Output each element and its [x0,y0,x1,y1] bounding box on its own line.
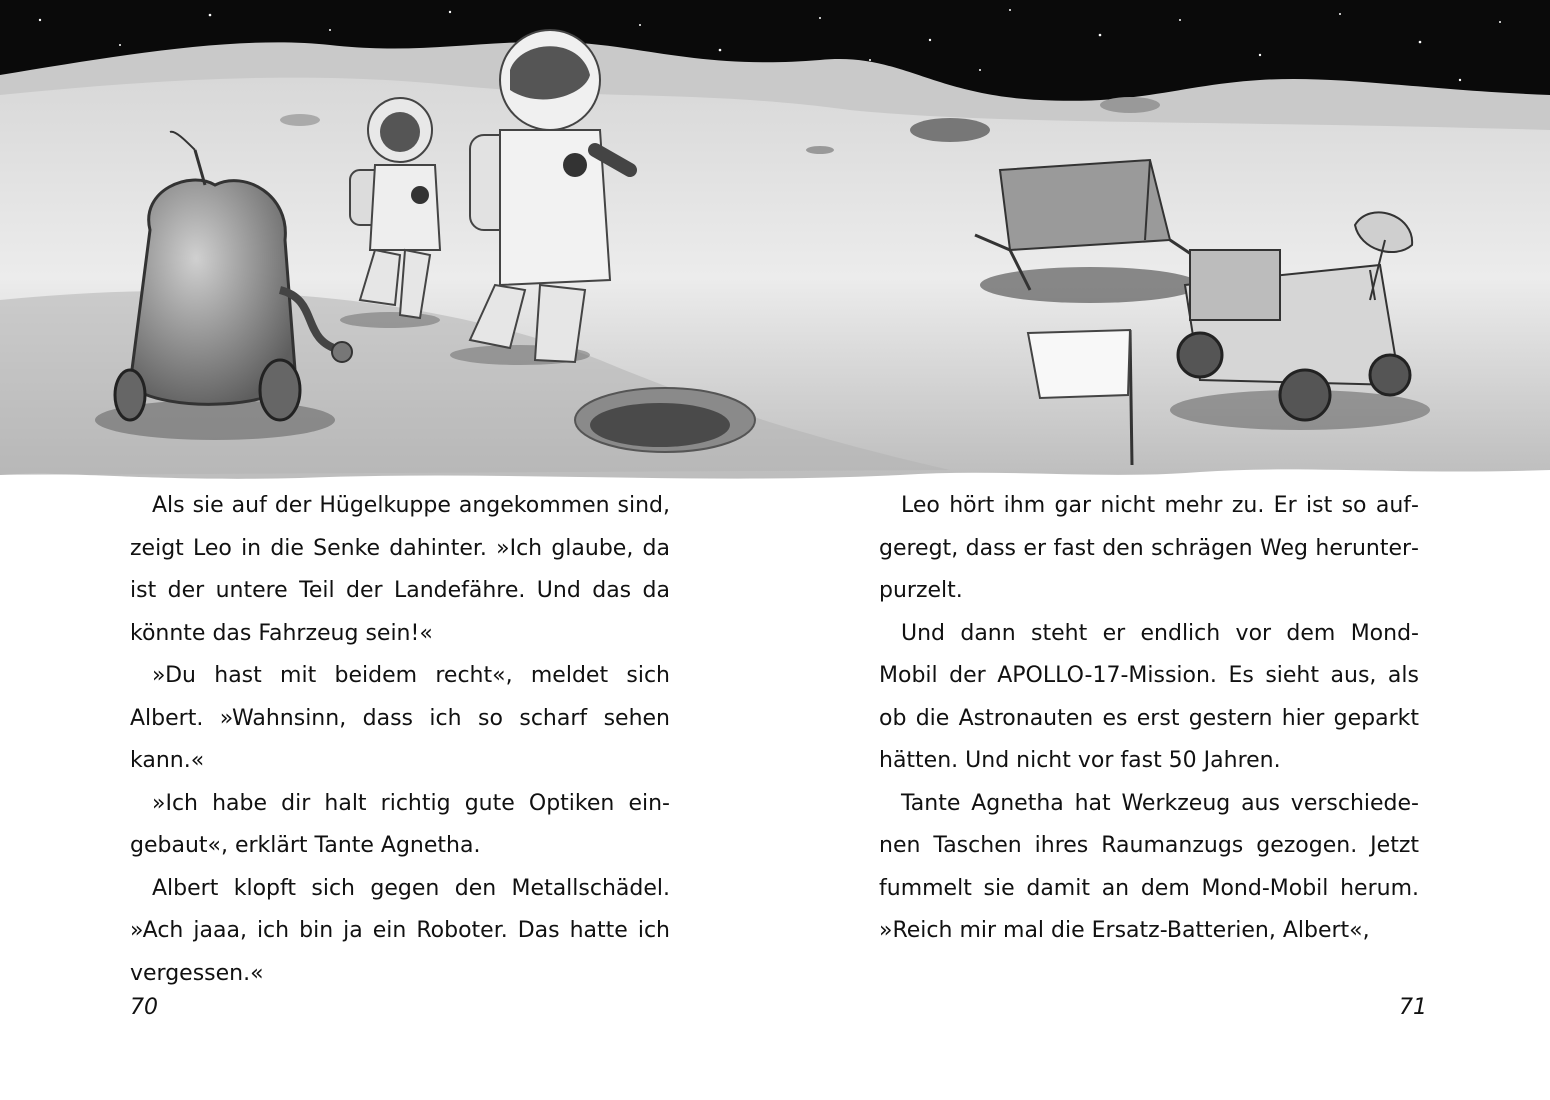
right-page-text [879,485,1419,953]
paragraph: Tante Agnetha hat Werkzeug aus verschiedenen Taschen ihres Raumanzugs gezogen. Jetzt fummelt sie damit an dem Mond-Mobil herum. »Reich mir mal die Ersatz-Batterien, Albert«, [879,790,1419,943]
paragraph: »Ich habe dir halt richtig gute Optiken eingebaut«, erklärt Tante Agnetha. [130,790,670,858]
paragraph: »Du hast mit beidem recht«, meldet sich Albert. »Wahnsinn, dass ich so scharf sehen kann.« [130,663,670,773]
page-number-left: 70 [130,995,158,1020]
paragraph: Und dann steht er endlich vor dem Mond-Mobil der APOLLO-17-Mission. Es sieht aus, als ob die Astronauten es erst gestern hier geparkt hätten. Und nicht vor fast 50 Jahren. [879,620,1419,773]
paragraph: Albert klopft sich gegen den Metallschädel. »Ach jaaa, ich bin ja ein Roboter. Das hatte ich vergessen.« [130,875,670,986]
moon-landscape-illustration [0,0,1550,485]
left-page-text [130,485,670,995]
paragraph: Leo hört ihm gar nicht mehr zu. Er ist so aufgeregt, dass er fast den schrägen Weg herunterpurzelt. [879,493,1419,603]
crater [910,118,990,142]
paragraph: Als sie auf der Hügelkuppe angekommen sind, zeigt Leo in die Senke dahinter. »Ich glaube, da ist der untere Teil der Landefähre. Und das da könnte das Fahrzeug sein!« [130,493,670,646]
page-number-right: 71 [1399,995,1427,1020]
